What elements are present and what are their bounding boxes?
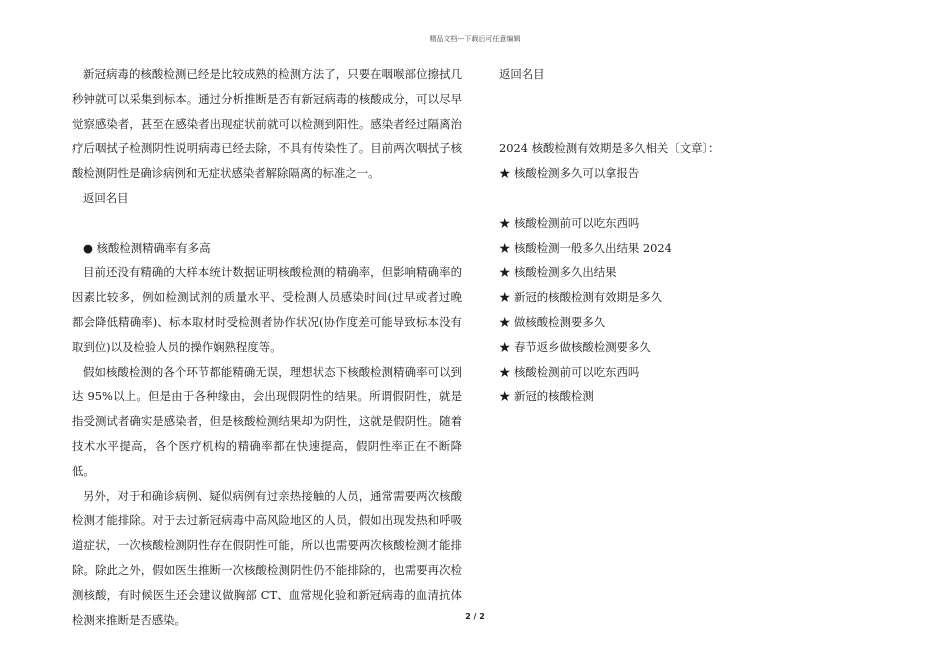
related-article-link[interactable]: ★ 春节返乡做核酸检测要多久 <box>499 339 651 354</box>
related-articles-column <box>499 62 759 409</box>
related-articles-title: 2024 核酸检测有效期是多久相关〔文章〕： <box>499 141 720 156</box>
related-article-link[interactable]: ★ 核酸检测多久可以拿报告 <box>499 166 640 181</box>
back-to-toc-link[interactable]: 返回名目 <box>83 190 129 205</box>
page-header: 精品文档---下载后可任意编辑 <box>429 35 521 43</box>
back-to-toc-link-right[interactable]: 返回名目 <box>499 67 545 81</box>
related-article-link[interactable]: ★ 新冠的核酸检测 <box>499 389 594 404</box>
paragraph-retesting: 另外，对于和确诊病例、疑似病例有过亲热接触的人员，通常需要两次核酸检测才能排除。对于去过新冠病毒中高风险地区的人员，假如出现发热和呼吸道症状，一次核酸检测阴性存在假阴性可能，所以也需要两次核酸检测才能排除。除此之外，假如医生推断一次核酸检测阴性仍不能排除的，也需要再次检测核酸，有时候医生还会建议做胸部 CT、血常规化验和新冠病毒的血清抗体检测来推断是否感染。 <box>72 488 462 627</box>
spacer <box>499 186 759 211</box>
related-article-link[interactable]: ★ 核酸检测一般多久出结果 2024 <box>499 240 672 255</box>
spacer <box>72 211 462 236</box>
related-article-link[interactable]: ★ 核酸检测前可以吃东西吗 <box>499 215 640 230</box>
page-number: 2 / 2 <box>465 612 485 621</box>
related-article-link[interactable]: ★ 做核酸检测要多久 <box>499 314 606 329</box>
related-article-link[interactable]: ★ 核酸检测前可以吃东西吗 <box>499 364 640 379</box>
main-text-column <box>72 62 462 632</box>
related-article-link[interactable]: ★ 核酸检测多久出结果 <box>499 265 617 280</box>
paragraph-intro: 新冠病毒的核酸检测已经是比较成熟的检测方法了，只要在咽喉部位擦拭几秒钟就可以采集到标本。通过分析推断是否有新冠病毒的核酸成分，可以尽早觉察感染者，甚至在感染者出现症状前就可以检测到阳性。感染者经过隔离治疗后咽拭子检测阴性说明病毒已经去除，不具有传染性了。目前两次咽拭子核酸检测阴性是确诊病例和无症状感染者解除隔离的标准之一。 <box>72 67 462 181</box>
section-heading-accuracy: ● 核酸检测精确率有多高 <box>83 240 211 255</box>
paragraph-false-negative: 假如核酸检测的各个环节都能精确无误，理想状态下核酸检测精确率可以到达 95%以上。但是由于各种缘由，会出现假阴性的结果。所谓假阴性，就是指受测试者确实是感染者，但是核酸检测结果却为阴性，这就是假阴性。随着技术水平提高，各个医疗机构的精确率都在快速提高，假阴性率正在不断降低。 <box>72 364 462 478</box>
spacer <box>499 87 759 137</box>
paragraph-accuracy-factors: 目前还没有精确的大样本统计数据证明核酸检测的精确率，但影响精确率的因素比较多，例如检测试剂的质量水平、受检测人员感染时间(过早或者过晚都会降低精确率)、标本取材时受检测者协作状况(协作度差可能导致标本没有取到位)以及检验人员的操作娴熟程度等。 <box>72 265 462 354</box>
related-article-link[interactable]: ★ 新冠的核酸检测有效期是多久 <box>499 290 663 305</box>
